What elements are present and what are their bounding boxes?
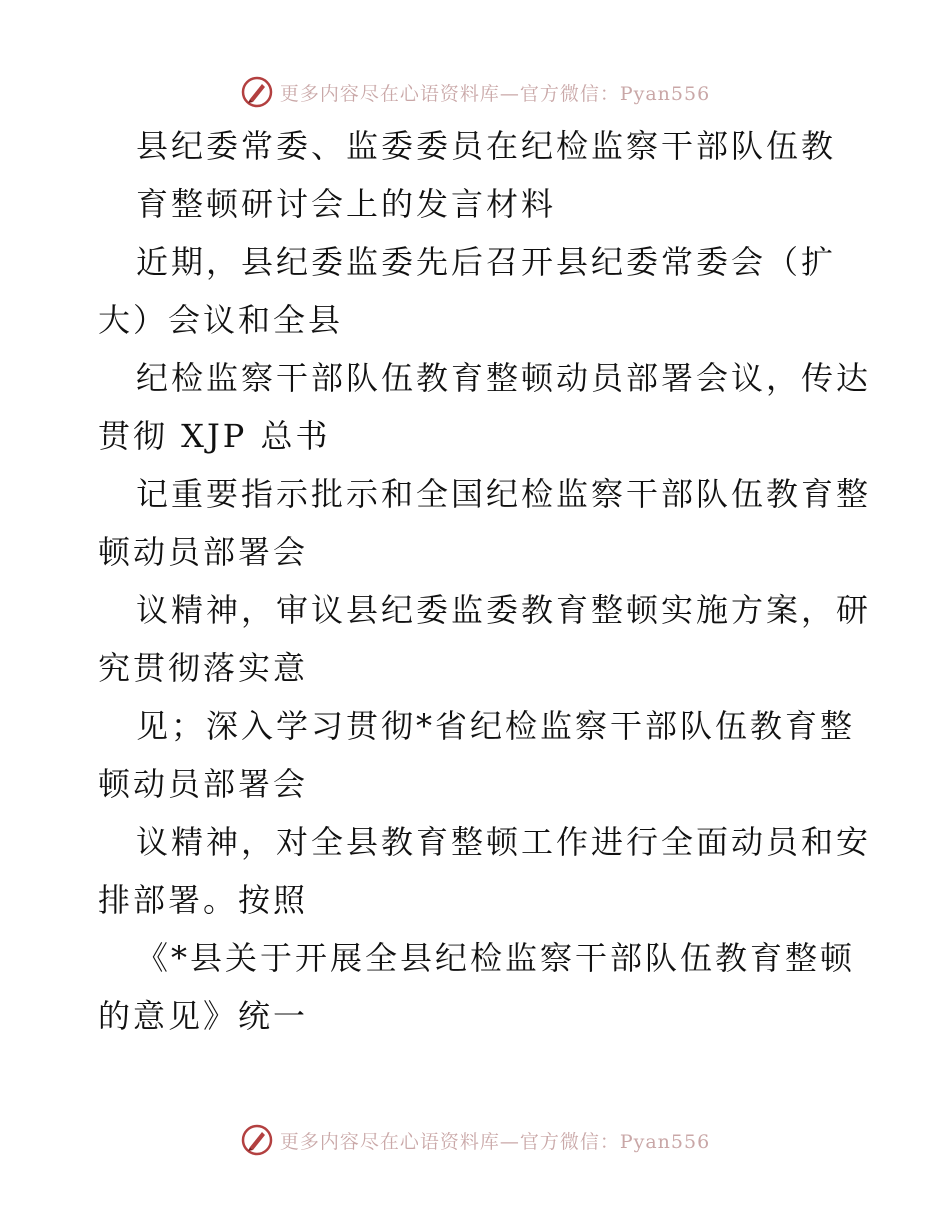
watermark-text: 更多内容尽在心语资料库—官方微信：Pyan556 xyxy=(279,1130,711,1153)
paragraph-line: 议精神，审议县纪委监委教育整顿实施方案，研 xyxy=(136,591,872,629)
paragraph-line: 见；深入学习贯彻*省纪检监察干部队伍教育整 xyxy=(136,707,856,745)
watermark-header xyxy=(0,72,950,112)
pen-circle-logo-icon xyxy=(240,1123,274,1157)
pen-circle-logo-icon xyxy=(240,75,274,109)
paragraph-line: 《*县关于开展全县纪检监察干部队伍教育整顿 xyxy=(136,939,856,977)
paragraph-line: 近期，县纪委监委先后召开县纪委常委会（扩 xyxy=(136,243,837,281)
paragraph-line: 议精神，对全县教育整顿工作进行全面动员和安 xyxy=(136,823,872,861)
paragraph-line: 贯彻 XJP 总书 xyxy=(98,417,331,455)
watermark-footer xyxy=(0,1120,950,1160)
paragraph-line: 究贯彻落实意 xyxy=(98,649,309,687)
paragraph-line: 大）会议和全县 xyxy=(98,301,344,339)
title-line-1: 县纪委常委、监委委员在纪检监察干部队伍教 xyxy=(136,127,837,165)
paragraph-line: 顿动员部署会 xyxy=(98,765,309,803)
watermark-text: 更多内容尽在心语资料库—官方微信：Pyan556 xyxy=(279,82,711,105)
title-line-2: 育整顿研讨会上的发言材料 xyxy=(136,185,557,223)
paragraph-line: 记重要指示批示和全国纪检监察干部队伍教育整 xyxy=(136,475,872,513)
paragraph-line: 的意见》统一 xyxy=(98,997,309,1035)
paragraph-line: 顿动员部署会 xyxy=(98,533,309,571)
paragraph-line: 排部署。按照 xyxy=(98,881,309,919)
paragraph-line: 纪检监察干部队伍教育整顿动员部署会议，传达 xyxy=(136,359,872,397)
